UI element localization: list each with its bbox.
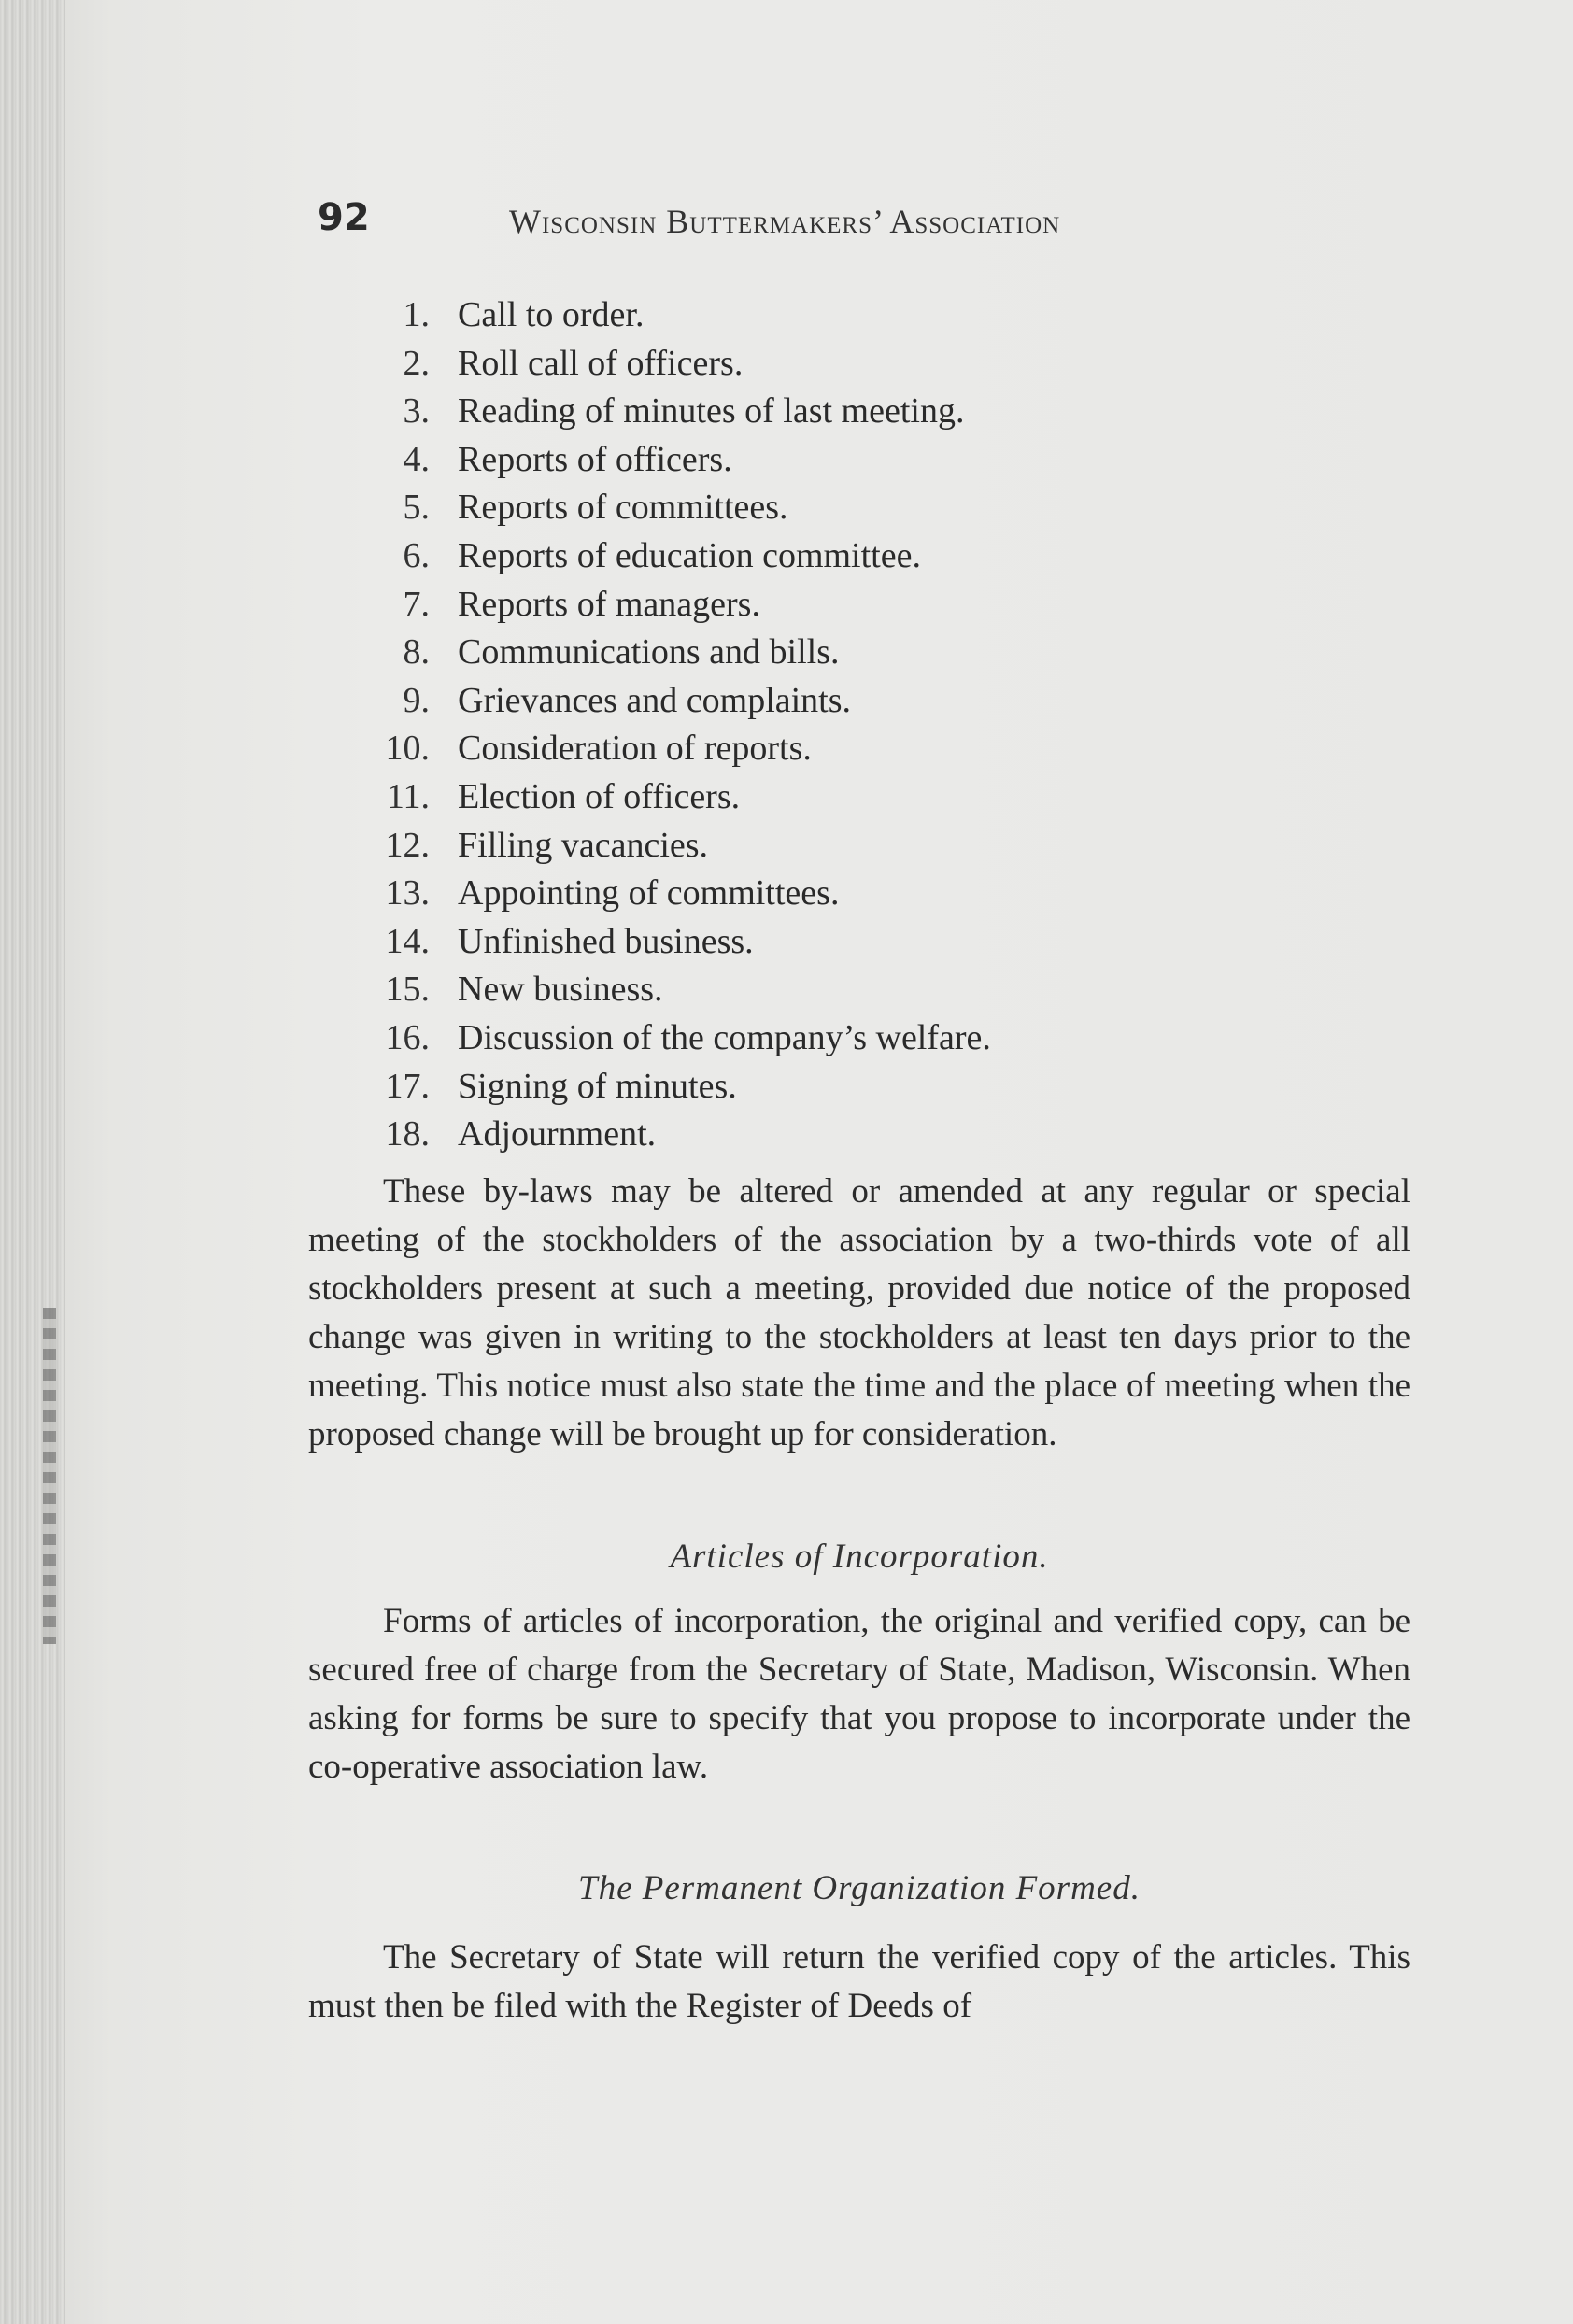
list-item xyxy=(355,918,1196,967)
list-item-number: 17. xyxy=(385,1066,430,1106)
list-item-text: Communications and bills. xyxy=(458,632,840,673)
articles-of-incorporation-paragraph: Forms of articles of incorporation, the original and verified copy, can be secured free of charge from the Secretary of State, Madison, Wisconsin. When asking for forms be sure to specify that you propose to incorporate under the co-operative association law. xyxy=(308,1602,1410,1786)
list-item-text: Discussion of the company’s welfare. xyxy=(458,1017,991,1057)
list-item-text: Filling vacancies. xyxy=(458,825,709,865)
list-item-number: 1. xyxy=(403,295,430,334)
list-item-number: 5. xyxy=(403,488,430,528)
list-item xyxy=(355,291,1196,340)
list-item-text: Roll call of officers. xyxy=(458,343,744,383)
list-item-text: Grievances and complaints. xyxy=(458,680,852,720)
list-item-text: Unfinished business. xyxy=(458,921,754,961)
list-item xyxy=(355,1111,1196,1159)
list-item-number: 6. xyxy=(403,535,430,575)
order-of-business-list xyxy=(355,291,1196,1159)
permanent-organization-paragraph: The Secretary of State will return the verified copy of the articles. This must then be filed with the Register of Deeds of xyxy=(308,1938,1410,2025)
permanent-organization-heading: The Permanent Organization Formed. xyxy=(578,1869,1141,1907)
list-item-number: 18. xyxy=(385,1114,430,1155)
list-item-text: Consideration of reports. xyxy=(458,729,812,769)
bylaws-amendment-paragraph: These by-laws may be altered or amended at any regular or special meeting of the stockholders of the association by a two-thirds vote of all stockholders present at such a meeting, provided due notice of the proposed change was given in writing to the stockholders at least ten days prior to the meeting. This notice must also state the time and the place of meeting when the proposed change will be brought up for consideration. xyxy=(308,1172,1410,1453)
list-item-text: Reading of minutes of last meeting. xyxy=(458,391,965,432)
list-item-number: 14. xyxy=(385,921,430,961)
list-item-text: Election of officers. xyxy=(458,776,741,816)
list-item-text: Reports of officers. xyxy=(458,439,732,479)
list-item xyxy=(355,966,1196,1014)
list-item-text: Reports of managers. xyxy=(458,584,760,624)
list-item-text: Signing of minutes. xyxy=(458,1066,737,1106)
list-item xyxy=(355,388,1196,436)
list-item-number: 8. xyxy=(403,632,430,673)
list-item-number: 4. xyxy=(403,439,430,479)
list-item xyxy=(355,822,1196,871)
list-item xyxy=(355,629,1196,677)
list-item-text: Reports of education committee. xyxy=(458,535,921,575)
list-item-number: 16. xyxy=(385,1017,430,1057)
list-item-number: 15. xyxy=(385,970,430,1010)
running-title: Wisconsin Buttermakers’ Association xyxy=(509,203,1061,240)
list-item xyxy=(355,677,1196,726)
list-item-number: 11. xyxy=(386,776,430,816)
book-spine xyxy=(0,0,65,2324)
list-item-number: 3. xyxy=(403,391,430,432)
list-item-number: 2. xyxy=(403,343,430,383)
list-item xyxy=(355,1014,1196,1063)
list-item-number: 9. xyxy=(403,680,430,720)
articles-of-incorporation-heading: Articles of Incorporation. xyxy=(670,1538,1049,1576)
list-item xyxy=(355,725,1196,773)
list-item-text: Appointing of committees. xyxy=(458,873,840,914)
list-item-number: 13. xyxy=(385,873,430,914)
page-header xyxy=(318,196,1252,252)
list-item-text: Call to order. xyxy=(458,295,645,334)
list-item xyxy=(355,870,1196,918)
list-item-number: 12. xyxy=(385,825,430,865)
list-item xyxy=(355,773,1196,822)
list-item-text: Adjournment. xyxy=(458,1114,657,1155)
list-item xyxy=(355,581,1196,630)
list-item-number: 10. xyxy=(385,729,430,769)
list-item xyxy=(355,340,1196,389)
list-item xyxy=(355,532,1196,581)
list-item xyxy=(355,436,1196,485)
page-number: 92 xyxy=(318,196,370,239)
library-stamp-mark xyxy=(43,1308,56,1644)
list-item-number: 7. xyxy=(403,584,430,624)
list-item-text: Reports of committees. xyxy=(458,488,788,528)
list-item xyxy=(355,1063,1196,1112)
list-item-text: New business. xyxy=(458,970,663,1010)
list-item xyxy=(355,484,1196,532)
